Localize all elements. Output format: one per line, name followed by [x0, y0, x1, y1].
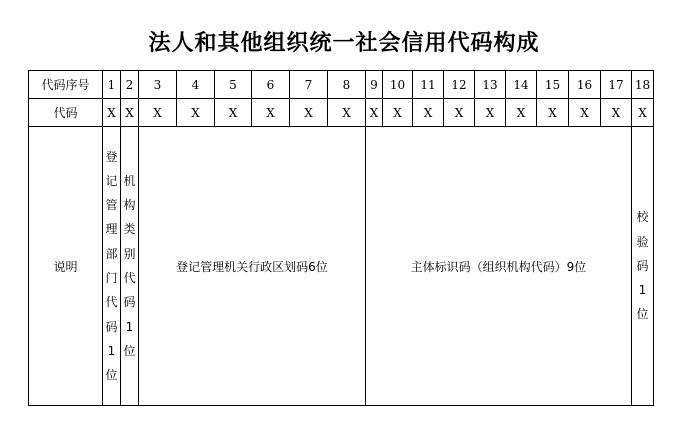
sequence-cell-11: 11: [413, 71, 444, 99]
code-cell-11: X: [413, 99, 444, 127]
desc-region-code: 登记管理机关行政区划码6位: [139, 127, 366, 406]
code-cell-7: X: [290, 99, 328, 127]
desc-organization-type: [121, 127, 139, 406]
sequence-row: [29, 71, 654, 99]
code-row: [29, 99, 654, 127]
sequence-cell-2: 2: [121, 71, 139, 99]
sequence-cell-14: 14: [506, 71, 537, 99]
sequence-cell-5: 5: [215, 71, 252, 99]
code-cell-8: X: [328, 99, 366, 127]
code-cell-12: X: [444, 99, 475, 127]
sequence-cell-16: 16: [569, 71, 601, 99]
sequence-row-label: 代码序号: [29, 71, 103, 99]
desc-subject-id: 主体标识码（组织机构代码）9位: [366, 127, 632, 406]
desc-check-digit: [632, 127, 654, 406]
code-cell-15: X: [537, 99, 569, 127]
sequence-cell-12: 12: [444, 71, 475, 99]
credit-code-table: [28, 70, 654, 406]
code-cell-16: X: [569, 99, 601, 127]
desc-check-digit-text: 校验码1位: [636, 210, 649, 322]
code-cell-18: X: [632, 99, 654, 127]
code-cell-17: X: [601, 99, 632, 127]
desc-registration-authority: [103, 127, 121, 406]
sequence-cell-8: 8: [328, 71, 366, 99]
sequence-cell-10: 10: [383, 71, 413, 99]
page-title: 法人和其他组织统一社会信用代码构成: [148, 31, 540, 56]
sequence-cell-15: 15: [537, 71, 569, 99]
code-cell-9: X: [366, 99, 383, 127]
code-cell-14: X: [506, 99, 537, 127]
description-row-label: 说明: [29, 127, 103, 406]
sequence-cell-6: 6: [252, 71, 290, 99]
code-cell-1: X: [103, 99, 121, 127]
code-cell-13: X: [475, 99, 506, 127]
sequence-cell-1: 1: [103, 71, 121, 99]
sequence-cell-3: 3: [139, 71, 177, 99]
code-cell-5: X: [215, 99, 252, 127]
sequence-cell-9: 9: [366, 71, 383, 99]
sequence-cell-7: 7: [290, 71, 328, 99]
code-cell-6: X: [252, 99, 290, 127]
sequence-cell-13: 13: [475, 71, 506, 99]
sequence-cell-4: 4: [177, 71, 215, 99]
code-cell-4: X: [177, 99, 215, 127]
code-row-label: 代码: [29, 99, 103, 127]
desc-registration-authority-text: 登记管理部门代码1位: [105, 149, 118, 383]
desc-organization-type-text: 机构类别代码1位: [123, 173, 136, 358]
sequence-cell-17: 17: [601, 71, 632, 99]
sequence-cell-18: 18: [632, 71, 654, 99]
code-cell-10: X: [383, 99, 413, 127]
code-cell-3: X: [139, 99, 177, 127]
code-cell-2: X: [121, 99, 139, 127]
description-row: [29, 127, 654, 406]
